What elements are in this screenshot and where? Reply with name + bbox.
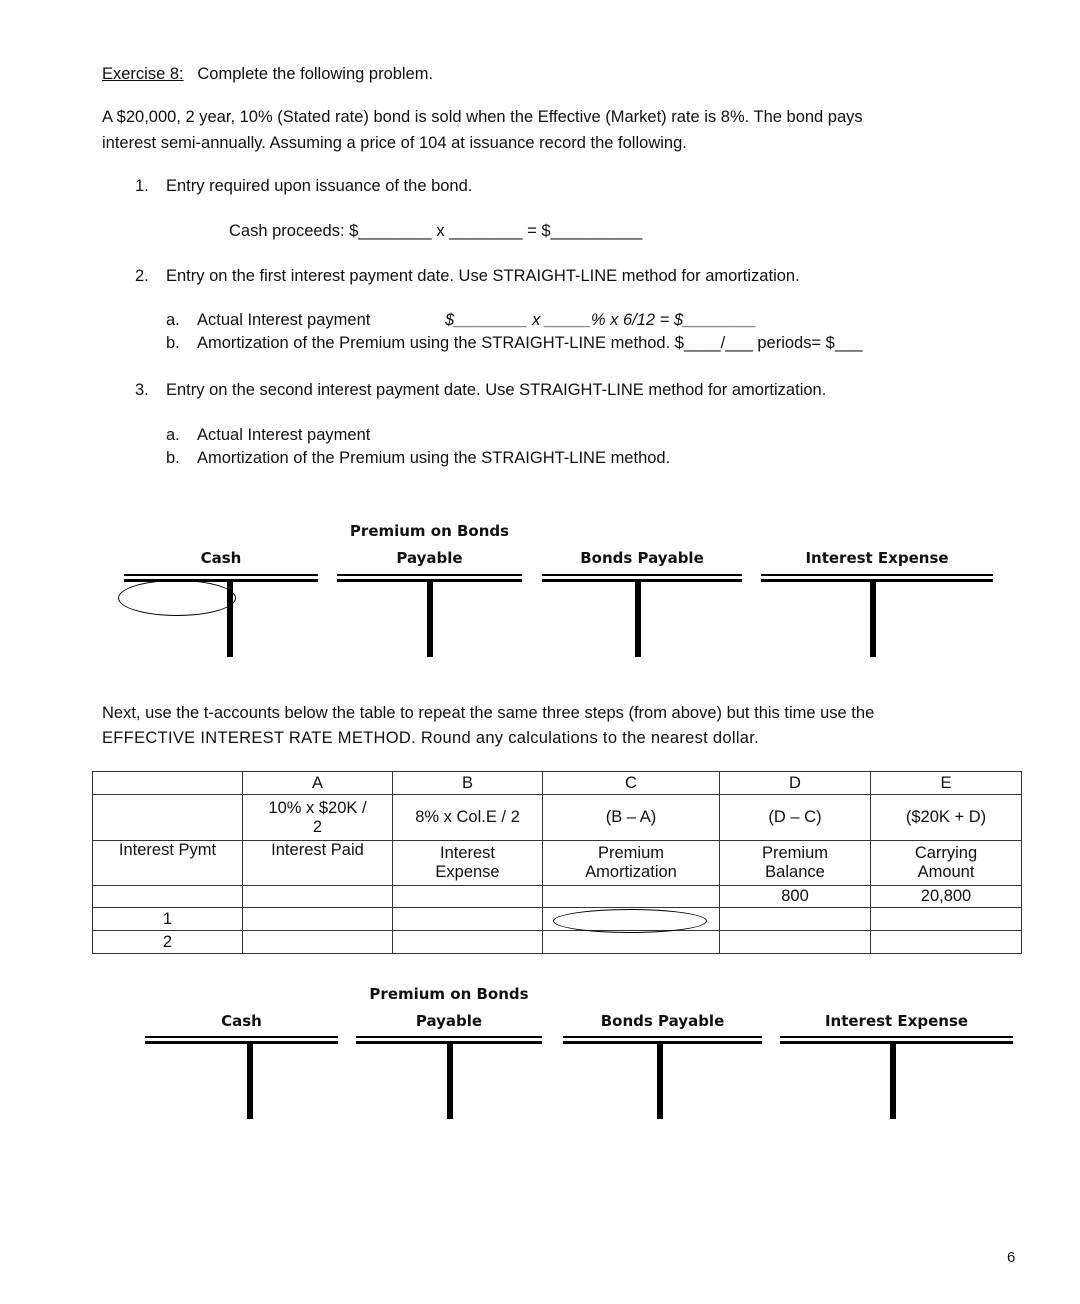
step-3-num: 3. <box>135 381 149 399</box>
step-2-text: Entry on the first interest payment date. Use STRAIGHT-LINE method for amortization. <box>166 267 800 285</box>
t-account-premium-label <box>337 518 522 572</box>
table-letter-row <box>93 772 1022 795</box>
table-cell <box>543 886 720 908</box>
table-cell <box>393 886 543 908</box>
step-1-text: Entry required upon issuance of the bond. <box>166 177 473 195</box>
table-cell <box>93 772 243 795</box>
t-account-divider <box>447 1042 453 1119</box>
table-cell: (D – C) <box>720 795 871 841</box>
step-3a-text: Actual Interest payment <box>197 426 371 444</box>
step-2a-formula: $________ x _____% x 6/12 = $________ <box>445 311 757 329</box>
t-account-bar <box>145 1036 338 1044</box>
t-account-divider <box>657 1042 663 1119</box>
problem-line-2: interest semi-annually. Assuming a price of 104 at issuance record the following. <box>102 134 687 152</box>
t-account-bonds-label: Bonds Payable <box>600 1012 725 1030</box>
premium-label-line1: Premium on Bonds <box>369 985 529 1003</box>
step-3b-label: b. <box>166 449 180 467</box>
table-cell <box>243 886 393 908</box>
step-2a-label: a. <box>166 311 180 329</box>
t-account-divider <box>427 580 433 657</box>
exercise-label: Exercise 8: <box>102 65 184 83</box>
step-2b-label: b. <box>166 334 180 352</box>
table-cell <box>243 931 393 954</box>
next-line-1: Next, use the t-accounts below the table to repeat the same three steps (from above) but this time use the <box>102 704 875 722</box>
t-account-divider <box>247 1042 253 1119</box>
premium-label-line2: Payable <box>396 549 463 567</box>
table-cell: E <box>871 772 1022 795</box>
t-account-bar <box>780 1036 1013 1044</box>
table-cell: 8% x Col.E / 2 <box>393 795 543 841</box>
step-3-text: Entry on the second interest payment date. Use STRAIGHT-LINE method for amortization. <box>166 381 827 399</box>
step-1-num: 1. <box>135 177 149 195</box>
step-2a-text: Actual Interest payment <box>197 311 371 329</box>
ellipse-annotation <box>553 909 707 933</box>
table-cell: A <box>243 772 393 795</box>
premium-label-line1: Premium on Bonds <box>349 522 510 540</box>
table-cell: 20,800 <box>871 886 1022 908</box>
table-cell <box>93 886 243 908</box>
table-cell: B <box>393 772 543 795</box>
amortization-table <box>92 771 1022 954</box>
t-account-divider <box>635 580 641 657</box>
step-2b-text: Amortization of the Premium using the STRAIGHT-LINE method. $____/___ periods= $___ <box>197 334 863 352</box>
t-account-cash-label: Cash <box>200 549 242 567</box>
table-cell: ($20K + D) <box>871 795 1022 841</box>
exercise-instruction: Complete the following problem. <box>197 65 434 83</box>
table-cell: C <box>543 772 720 795</box>
t-account-premium-label <box>356 981 542 1035</box>
table-formula-row <box>93 795 1022 841</box>
table-cell <box>543 931 720 954</box>
cash-proceeds: Cash proceeds: $________ x ________ = $__________ <box>229 222 643 240</box>
t-account-bar <box>542 574 742 582</box>
page-number: 6 <box>1007 1249 1016 1266</box>
table-cell <box>393 908 543 931</box>
table-cell <box>871 908 1022 931</box>
exercise-heading <box>102 65 433 84</box>
table-header: Interest Expense <box>393 841 543 886</box>
table-cell <box>871 931 1022 954</box>
t-account-divider <box>890 1042 896 1119</box>
table-cell: 10% x $20K / 2 <box>243 795 393 841</box>
t-account-interest-label: Interest Expense <box>824 1012 969 1030</box>
t-account-interest-label: Interest Expense <box>805 549 949 567</box>
table-cell <box>393 931 543 954</box>
table-header-row <box>93 841 1022 886</box>
ellipse-annotation <box>118 580 236 616</box>
table-cell: 2 <box>93 931 243 954</box>
problem-line-1: A $20,000, 2 year, 10% (Stated rate) bond is sold when the Effective (Market) rate is 8%. The bond pays <box>102 108 863 126</box>
t-account-bonds-label: Bonds Payable <box>580 549 704 567</box>
step-3b-text: Amortization of the Premium using the STRAIGHT-LINE method. <box>197 449 671 467</box>
step-2-num: 2. <box>135 267 149 285</box>
table-cell: (B – A) <box>543 795 720 841</box>
step-3a-label: a. <box>166 426 180 444</box>
next-line-2: EFFECTIVE INTEREST RATE METHOD. Round any calculations to the nearest dollar. <box>102 729 760 747</box>
table-header: Premium Amortization <box>543 841 720 886</box>
table-cell <box>243 908 393 931</box>
table-header: Interest Pymt <box>93 841 243 886</box>
table-header: Premium Balance <box>720 841 871 886</box>
table-cell: 800 <box>720 886 871 908</box>
table-header: Interest Paid <box>243 841 393 886</box>
premium-label-line2: Payable <box>415 1012 483 1030</box>
table-row <box>93 931 1022 954</box>
t-account-cash-label: Cash <box>221 1012 262 1030</box>
table-cell <box>720 908 871 931</box>
table-cell: D <box>720 772 871 795</box>
t-account-divider <box>870 580 876 657</box>
table-cell <box>720 931 871 954</box>
table-cell: 1 <box>93 908 243 931</box>
t-account-bar <box>761 574 993 582</box>
table-cell <box>93 795 243 841</box>
table-header: Carrying Amount <box>871 841 1022 886</box>
table-row <box>93 886 1022 908</box>
